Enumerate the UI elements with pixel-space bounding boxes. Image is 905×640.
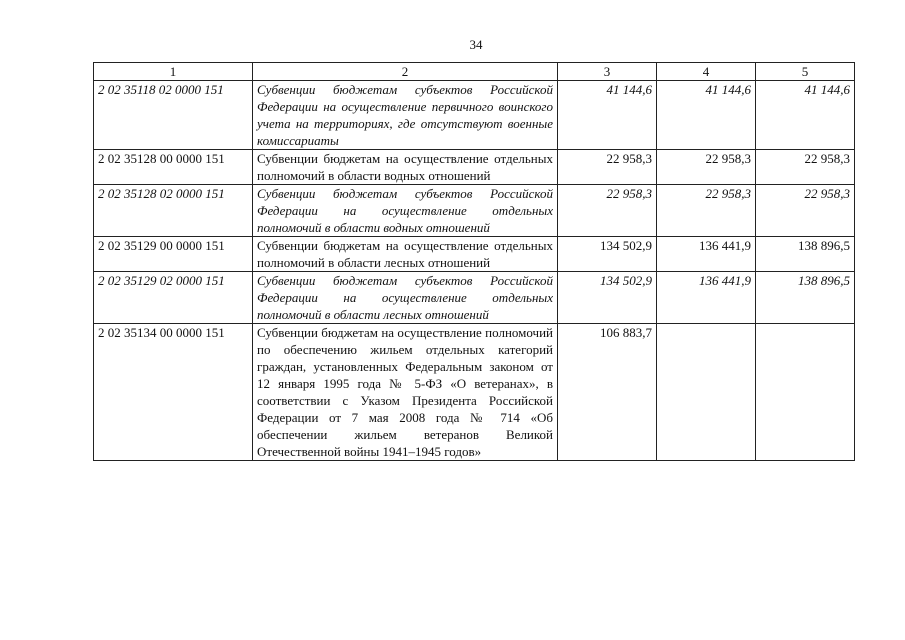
- row-value-col3: 22 958,3: [558, 150, 657, 185]
- row-value-col4: 22 958,3: [657, 185, 756, 237]
- row-value-col3: 106 883,7: [558, 324, 657, 461]
- table-row: [94, 185, 855, 237]
- table-row: [94, 81, 855, 150]
- budget-table: [93, 62, 855, 461]
- table-header-row: [94, 63, 855, 81]
- row-description: Субвенции бюджетам на осуществление отдельных полномочий в области лесных отношений: [253, 237, 558, 272]
- row-code: 2 02 35134 00 0000 151: [94, 324, 253, 461]
- row-code: 2 02 35129 02 0000 151: [94, 272, 253, 324]
- row-value-col5: 41 144,6: [756, 81, 855, 150]
- row-value-col3: 22 958,3: [558, 185, 657, 237]
- row-value-col3: 134 502,9: [558, 272, 657, 324]
- header-cell-3: 3: [558, 63, 657, 81]
- table-row: [94, 237, 855, 272]
- row-code: 2 02 35128 02 0000 151: [94, 185, 253, 237]
- header-cell-4: 4: [657, 63, 756, 81]
- row-value-col4: 136 441,9: [657, 272, 756, 324]
- row-value-col4: 22 958,3: [657, 150, 756, 185]
- row-description: Субвенции бюджетам субъектов Российской Федерации на осуществление отдельных полномочий в области лесных отношений: [253, 272, 558, 324]
- row-code: 2 02 35118 02 0000 151: [94, 81, 253, 150]
- row-code: 2 02 35128 00 0000 151: [94, 150, 253, 185]
- row-value-col4: [657, 324, 756, 461]
- row-value-col3: 134 502,9: [558, 237, 657, 272]
- row-value-col5: 138 896,5: [756, 237, 855, 272]
- row-description: Субвенции бюджетам на осуществление полномочий по обеспечению жильем отдельных категорий граждан, установленных Федеральным законом от 12 января 1995 года № 5-ФЗ «О ветеранах», в соответствии с Указом Президента Российской Федерации от 7 мая 2008 года № 714 «Об обеспечении жильем ветеранов Великой Отечественной войны 1941–1945 годов»: [253, 324, 558, 461]
- row-value-col5: 138 896,5: [756, 272, 855, 324]
- row-value-col4: 41 144,6: [657, 81, 756, 150]
- row-value-col5: 22 958,3: [756, 150, 855, 185]
- table-row: [94, 150, 855, 185]
- header-cell-5: 5: [756, 63, 855, 81]
- row-value-col4: 136 441,9: [657, 237, 756, 272]
- table-row: [94, 272, 855, 324]
- row-value-col5: [756, 324, 855, 461]
- header-cell-1: 1: [94, 63, 253, 81]
- row-code: 2 02 35129 00 0000 151: [94, 237, 253, 272]
- page-number: 34: [469, 37, 483, 52]
- row-description: Субвенции бюджетам на осуществление отдельных полномочий в области водных отношений: [253, 150, 558, 185]
- row-description: Субвенции бюджетам субъектов Российской Федерации на осуществление первичного воинского учета на территориях, где отсутствуют военные комиссариаты: [253, 81, 558, 150]
- header-cell-2: 2: [253, 63, 558, 81]
- row-value-col3: 41 144,6: [558, 81, 657, 150]
- row-value-col5: 22 958,3: [756, 185, 855, 237]
- table-row: [94, 324, 855, 461]
- row-description: Субвенции бюджетам субъектов Российской Федерации на осуществление отдельных полномочий в области водных отношений: [253, 185, 558, 237]
